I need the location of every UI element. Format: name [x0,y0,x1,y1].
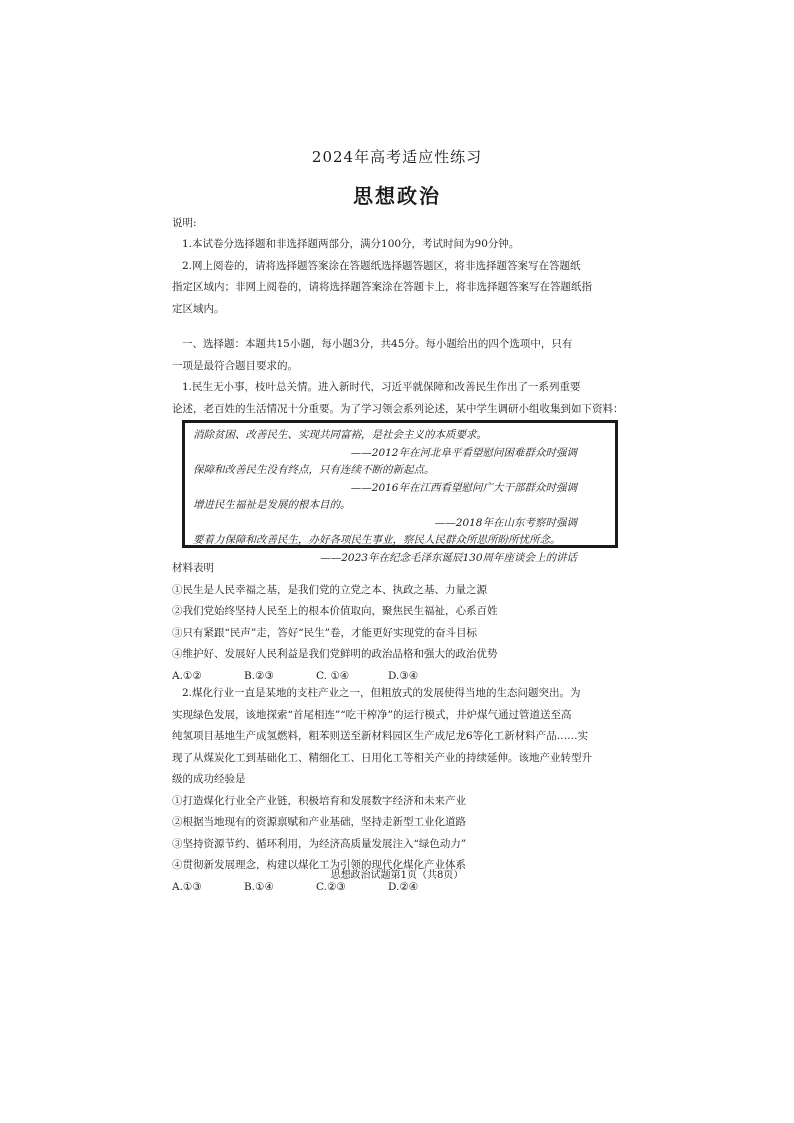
option-b: B.②③ [244,669,274,682]
material-source: ——2016年在江西看望慰问广大干部群众时强调 [350,481,577,494]
material-source: ——2012年在河北阜平看望慰问困难群众时强调 [350,446,577,459]
statement-item: ④维护好、发展好人民利益是我们党鲜明的政治品格和强大的政治优势 [172,648,498,660]
exam-title: 2024年高考适应性练习 [311,148,483,166]
statement-item: ③只有紧跟“民声”走，答好“民生”卷，才能更好实现党的奋斗目标 [172,626,477,639]
material-source: ——2018年在山东考察时强调 [434,516,577,529]
section-intro: 一、选择题：本题共15小题，每小题3分，共45分。每小题给出的四个选项中，只有 [182,338,573,350]
material-quote: 增进民生福祉是发展的根本目的。 [193,499,351,511]
material-quote: 保障和改善民生没有终点，只有连续不断的新起点。 [193,464,435,476]
question-1-choices [172,558,632,687]
notes-label: 说明: [172,217,197,229]
option-c: C. ①④ [316,669,350,682]
question-2-stem: 2.煤化行业一直是某地的支柱产业之一，但粗放式的发展使得当地的生态问题突出。为 [182,687,581,699]
question-2-stem: 纯氢项目基地生产成氢燃料，粗苯则送至新材料园区生产成尼龙6等化工新材料产品……实 [172,730,589,742]
note-line: 定区域内。 [172,302,225,315]
notes-block [172,234,632,320]
statement-item: ①打造煤化行业全产业链，积极培育和发展数字经济和未来产业 [172,794,466,807]
statement-item: ②根据当地现有的资源禀赋和产业基础，坚持走新型工业化道路 [172,816,466,828]
question-1-stem: 1.民生无小事，枝叶总关情。进入新时代，习近平就保障和改善民生作出了一系列重要 [182,381,581,393]
question-2-stem: 实现绿色发展，该地探索“首尾相连”“吃干榨净”的运行模式，井炉煤气通过管道送至高 [172,708,572,721]
statement-item: ④贯彻新发展理念，构建以煤化工为引领的现代化煤化产业体系 [172,859,466,871]
subject-title: 思想政治 [353,184,441,208]
question-1-stem: 论述，老百姓的生活情况十分重要。为了学习领会系列论述，某中学生调研小组收集到如下资料： [172,402,624,415]
option-d: D.③④ [388,669,419,682]
note-line: 指定区域内；非网上阅卷的，请将选择题答案涂在答题卡上，将非选择题答案写在答题纸指 [172,281,592,293]
material-box [182,420,618,564]
option-b: B.①④ [244,880,274,893]
statement-item: ②我们党始终坚持人民至上的根本价值取向，聚焦民生福祉，心系百姓 [172,605,498,617]
question-2-stem: 级的成功经验是 [172,773,246,785]
material-quote: 要着力保障和改善民生，办好各项民生事业，察民人民群众所思所盼所忧所念。 [193,534,561,546]
option-a: A.①② [172,669,202,682]
question-2-stem: 现了从煤炭化工到基础化工、精细化工、日用化工等相关产业的持续延伸。该地产业转型升 [172,751,592,764]
note-line: 1.本试卷分选择题和非选择题两部分，满分100分，考试时间为90分钟。 [182,238,520,250]
material-label: 材料表明 [172,562,214,574]
option-c: C.②③ [316,880,346,893]
section-intro: 一项是最符合题目要求的。 [172,359,298,372]
page-footer: 思想政治试题第1页（共8页） [330,870,464,881]
statement-item: ①民生是人民幸福之基，是我们党的立党之本、执政之基、力量之源 [172,583,487,596]
note-line: 2.网上阅卷的，请将选择题答案涂在答题纸选择题答题区，将非选择题答案写在答题纸 [182,259,581,272]
material-quote: 消除贫困、改善民生、实现共同富裕，是社会主义的本质要求。 [193,429,487,441]
option-d: D.②④ [388,880,419,893]
statement-item: ③坚持资源节约、循环利用，为经济高质量发展注入“绿色动力” [172,837,467,850]
section1-block [172,334,632,420]
material-source: ——2023年在纪念毛泽东诞辰130周年座谈会上的讲话 [320,551,577,564]
option-a: A.①③ [172,880,202,893]
